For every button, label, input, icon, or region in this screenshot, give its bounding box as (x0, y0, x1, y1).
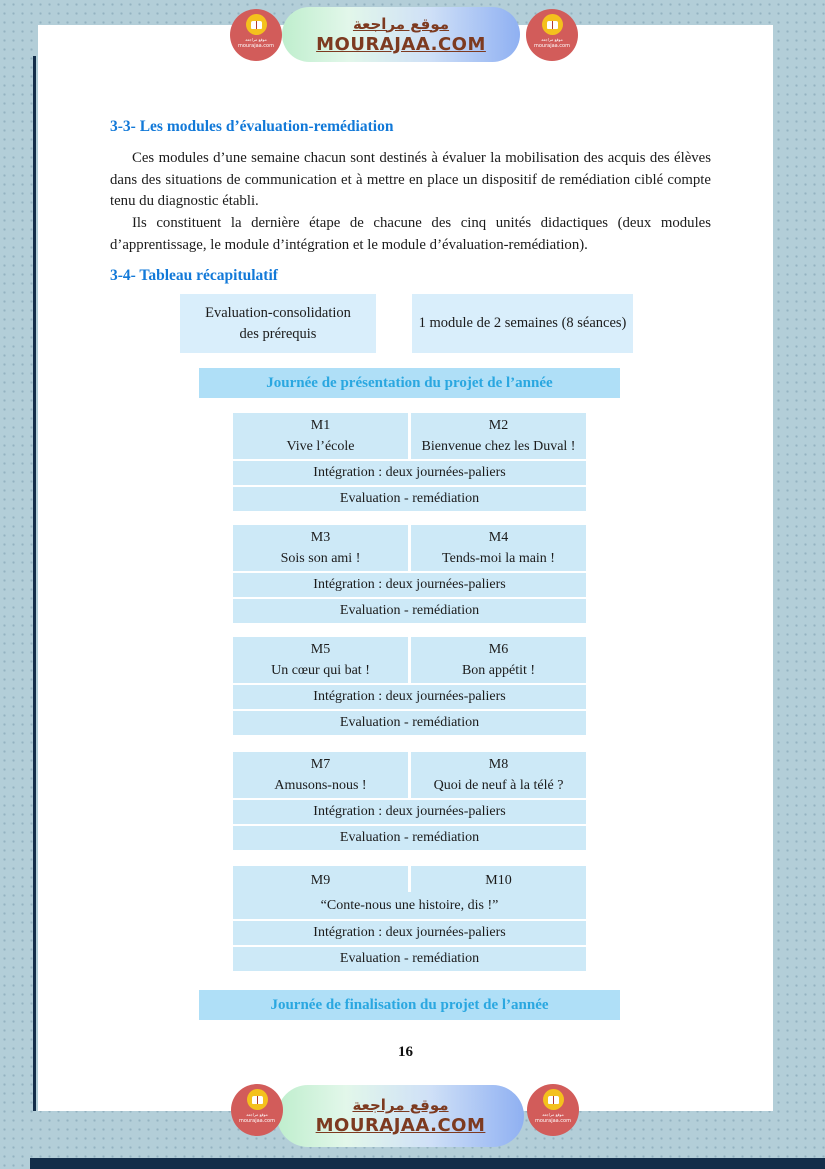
module-cell-m10 (411, 866, 586, 892)
evaluation-row: Evaluation - remédiation (233, 826, 586, 850)
module-block-m9-m10 (233, 866, 586, 971)
evaluation-row: Evaluation - remédiation (233, 599, 586, 623)
module-cell-m2 (411, 413, 586, 459)
banner-presentation-journee: Journée de présentation du projet de l’année (199, 368, 620, 398)
open-book-icon (251, 21, 262, 29)
footer-left-logo-badge (231, 1084, 283, 1136)
module-code: M9 (310, 873, 331, 888)
module-title: Bon appétit ! (461, 663, 536, 678)
section-heading-3-3: 3-3- Les modules d’évaluation-remédiation (110, 118, 394, 135)
paragraph-modules-description: Ces modules d’une semaine chacun sont destinés à évaluer la mobilisation des acquis des élèves dans des situations de communication et à mettre en place un dispositif de remédiation ciblé compte tenu du diagnostic établi. (110, 150, 711, 210)
book-coin-icon (246, 14, 267, 35)
bottom-frame-bar (30, 1158, 825, 1169)
module-title: Bienvenue chez les Duval ! (421, 439, 576, 454)
header-site-name-arabic: موقع مراجعة (352, 14, 450, 33)
module-code: M5 (310, 642, 331, 657)
evaluation-row: Evaluation - remédiation (233, 711, 586, 735)
module-cell-m4 (411, 525, 586, 571)
module-title: Un cœur qui bat ! (271, 663, 370, 678)
badge-site-name-arabic: موقع مراجعة (245, 37, 267, 42)
footer-site-name-arabic: موقع مراجعة (352, 1096, 449, 1114)
integration-row: Intégration : deux journées-paliers (233, 685, 586, 709)
badge-site-domain: mourajaa.com (238, 1118, 275, 1124)
module-code: M10 (485, 873, 512, 888)
book-coin-icon (247, 1089, 268, 1110)
header-brand-banner (282, 7, 520, 62)
integration-row: Intégration : deux journées-paliers (233, 573, 586, 597)
module-code: M7 (310, 757, 331, 772)
module-code: M3 (310, 530, 331, 545)
book-coin-icon (543, 1089, 564, 1110)
module-block-m1-m2 (233, 413, 586, 511)
module-cell-m6 (411, 637, 586, 683)
footer-right-logo-badge (527, 1084, 579, 1136)
integration-row: Intégration : deux journées-paliers (233, 921, 586, 945)
module-cell-m1 (233, 413, 408, 459)
footer-brand-banner (277, 1085, 524, 1147)
section-heading-3-4: 3-4- Tableau récapitulatif (110, 267, 278, 284)
open-book-icon (547, 21, 558, 29)
module-code: M1 (310, 418, 331, 433)
module-block-m5-m6 (233, 637, 586, 735)
left-frame-line (33, 56, 36, 1111)
integration-row: Intégration : deux journées-paliers (233, 800, 586, 824)
badge-site-name-arabic: موقع مراجعة (542, 1112, 564, 1117)
module-title: Amusons-nous ! (274, 778, 367, 793)
module-block-m7-m8 (233, 752, 586, 850)
paragraph-modules-structure: Ils constituent la dernière étape de chacune des cinq unités didactiques (deux modules d’apprentissage, le module d’intégration et le module d’évaluation-remédiation). (110, 215, 711, 253)
module-block-m3-m4 (233, 525, 586, 623)
module-code: M2 (488, 418, 509, 433)
module-title: Quoi de neuf à la télé ? (433, 778, 564, 793)
book-coin-icon (542, 14, 563, 35)
module-duration-text: 1 module de 2 semaines (8 séances) (418, 315, 627, 331)
page-number: 16 (398, 1044, 413, 1060)
module-shared-title: “Conte-nous une histoire, dis !” (233, 892, 586, 919)
module-duration-box (412, 294, 633, 353)
header-site-domain: MOURAJAA.COM (316, 33, 486, 55)
prerequis-line2: des prérequis (239, 325, 317, 342)
badge-site-domain: mourajaa.com (237, 43, 274, 49)
module-cell-m5 (233, 637, 408, 683)
header-left-logo-badge (230, 9, 282, 61)
badge-site-domain: mourajaa.com (533, 43, 570, 49)
module-title: Tends-moi la main ! (442, 551, 555, 566)
badge-site-name-arabic: موقع مراجعة (246, 1112, 268, 1117)
module-code: M4 (488, 530, 509, 545)
prerequis-box (180, 294, 376, 353)
module-cell-m3 (233, 525, 408, 571)
banner-finalisation-journee: Journée de finalisation du projet de l’année (199, 990, 620, 1020)
module-title: Sois son ami ! (280, 551, 361, 566)
badge-site-name-arabic: موقع مراجعة (541, 37, 563, 42)
module-cell-m9 (233, 866, 408, 892)
header-right-logo-badge (526, 9, 578, 61)
module-cell-m7 (233, 752, 408, 798)
open-book-icon (252, 1096, 263, 1104)
evaluation-row: Evaluation - remédiation (233, 947, 586, 971)
module-code: M8 (488, 757, 509, 772)
open-book-icon (548, 1096, 559, 1104)
badge-site-domain: mourajaa.com (534, 1118, 571, 1124)
module-title: Vive l’école (286, 439, 355, 454)
prerequis-line1: Evaluation-consolidation (205, 304, 351, 321)
module-code: M6 (488, 642, 509, 657)
integration-row: Intégration : deux journées-paliers (233, 461, 586, 485)
module-cell-m8 (411, 752, 586, 798)
footer-site-domain: MOURAJAA.COM (315, 1115, 486, 1136)
evaluation-row: Evaluation - remédiation (233, 487, 586, 511)
